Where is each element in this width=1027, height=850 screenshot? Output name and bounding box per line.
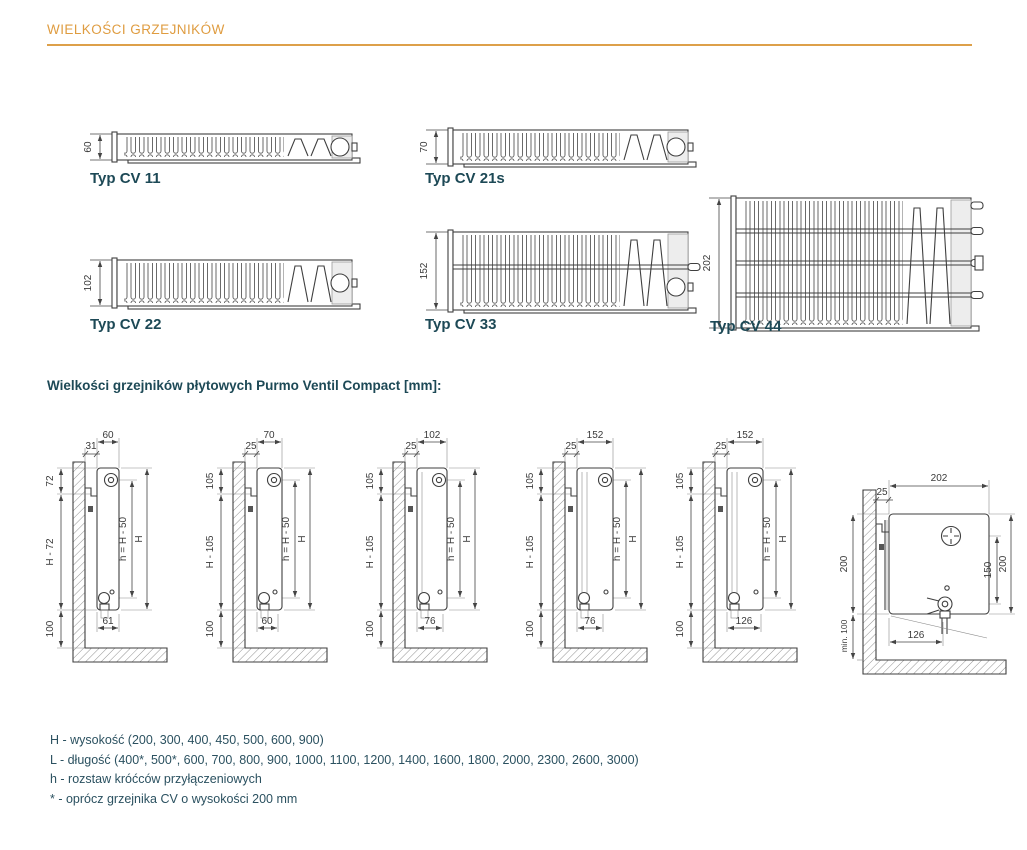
side-height-dim: 200 xyxy=(998,555,1009,573)
cv44-label: Typ CV 44 xyxy=(710,318,782,335)
cv21s-upper-dim: 105 xyxy=(205,472,216,490)
cv22-offset-dim: 25 xyxy=(405,441,417,452)
cv11-top-view-drawing xyxy=(84,126,364,172)
cv21s-depth-dim: 70 xyxy=(419,141,430,153)
cv44-radiator xyxy=(731,196,983,331)
cv21s-middle-dim: H - 105 xyxy=(205,535,216,569)
cv33-offset-dim: 25 xyxy=(565,441,577,452)
cv22-top-view-drawing xyxy=(84,252,364,318)
cv22-label: Typ CV 22 xyxy=(90,316,162,333)
page-title: WIELKOŚCI GRZEJNIKÓW xyxy=(47,22,225,37)
cv22-top-dim: 102 xyxy=(423,430,441,441)
cv33-top-dim: 152 xyxy=(586,430,604,441)
cv44-height-dim: H xyxy=(778,535,789,543)
side-left-lower-dim: min. 100 xyxy=(839,619,849,653)
cv22-depth-dim: 102 xyxy=(83,274,94,292)
cv21s-lower-dim: 100 xyxy=(205,620,216,638)
cv44-offset-dim: 25 xyxy=(715,441,727,452)
cv44-top-dim: 152 xyxy=(736,430,754,441)
cv21s-offset-dim: 25 xyxy=(245,441,257,452)
cv21s-radiator xyxy=(448,128,696,167)
cv44-upper-dim: 105 xyxy=(675,472,686,490)
cv22-pipe-spacing-dim: h = H - 50 xyxy=(446,516,457,562)
cv11-upper-dim: 72 xyxy=(45,475,56,487)
cv21s-top-dim: 70 xyxy=(263,430,275,441)
cv33-bottom-dim: 76 xyxy=(584,616,596,627)
cv33-top-view-drawing xyxy=(420,224,700,322)
cv22-cross-section xyxy=(365,422,523,692)
cv11-bottom-dim: 61 xyxy=(102,616,114,627)
cv22-upper-dim: 105 xyxy=(365,472,376,490)
legend-line-height: H - wysokość (200, 300, 400, 450, 500, 600, 900) xyxy=(50,733,324,747)
cv33-lower-dim: 100 xyxy=(525,620,536,638)
cv21s-height-dim: H xyxy=(297,535,308,543)
cv21s-top-view-drawing xyxy=(420,122,700,176)
cv33-label: Typ CV 33 xyxy=(425,316,497,333)
side-left-height-dim: 200 xyxy=(839,555,850,573)
cv22-radiator xyxy=(112,258,360,309)
header-rule xyxy=(47,44,972,46)
side-top-dim: 202 xyxy=(930,473,948,484)
cv11-offset-dim: 31 xyxy=(85,441,97,452)
cv11-depth-dim: 60 xyxy=(83,141,94,153)
cv11-pipe-spacing-dim: h = H - 50 xyxy=(118,516,129,562)
legend-line-length: L - długość (400*, 500*, 600, 700, 800, 900, 1000, 1100, 1200, 1400, 1600, 1800, 2000, 2300, 2600, 3000) xyxy=(50,752,639,767)
cv11-top-dim: 60 xyxy=(102,430,114,441)
cv11-radiator xyxy=(112,132,360,163)
cv22-lower-dim: 100 xyxy=(365,620,376,638)
side-pipe-spacing-dim: 150 xyxy=(983,561,994,579)
cv33-middle-dim: H - 105 xyxy=(525,535,536,569)
cv11-lower-dim: 100 xyxy=(45,620,56,638)
cv44-depth-dim: 202 xyxy=(702,254,713,272)
cv21s-label: Typ CV 21s xyxy=(425,170,505,187)
cv33-depth-dim: 152 xyxy=(419,262,430,280)
cv33-height-dim: H xyxy=(628,535,639,543)
cv44-pipe-spacing-dim: h = H - 50 xyxy=(762,516,773,562)
legend xyxy=(50,731,639,809)
legend-line-pipe-spacing: h - rozstaw króćców przyłączeniowych xyxy=(50,772,262,786)
cv11-cross-section xyxy=(45,422,203,692)
cv22-middle-dim: H - 105 xyxy=(365,535,376,569)
cv44-cross-section xyxy=(675,422,833,692)
cv11-middle-dim: H - 72 xyxy=(45,538,56,566)
cv33-upper-dim: 105 xyxy=(525,472,536,490)
cv11-height-dim: H xyxy=(134,535,145,543)
cv11-label: Typ CV 11 xyxy=(90,170,161,187)
cv44-lower-dim: 100 xyxy=(675,620,686,638)
cv22-bottom-dim: 76 xyxy=(424,616,436,627)
cv21s-pipe-spacing-dim: h = H - 50 xyxy=(281,516,292,562)
cv44-bottom-dim: 126 xyxy=(735,616,753,627)
cv44-middle-dim: H - 105 xyxy=(675,535,686,569)
section-title: Wielkości grzejników płytowych Purmo Ventil Compact [mm]: xyxy=(47,378,442,393)
cv33-pipe-spacing-dim: h = H - 50 xyxy=(612,516,623,562)
side-bottom-dim: 126 xyxy=(907,630,925,641)
side-offset-dim: 25 xyxy=(876,487,888,498)
cv21s-cross-section xyxy=(205,422,363,692)
cv22-height-dim: H xyxy=(462,535,473,543)
cv44-side-section xyxy=(839,464,1025,692)
cv33-cross-section xyxy=(525,422,683,692)
cv33-radiator xyxy=(448,230,700,313)
cv21s-bottom-dim: 60 xyxy=(261,616,273,627)
legend-line-footnote: * - oprócz grzejnika CV o wysokości 200 mm xyxy=(50,791,298,806)
